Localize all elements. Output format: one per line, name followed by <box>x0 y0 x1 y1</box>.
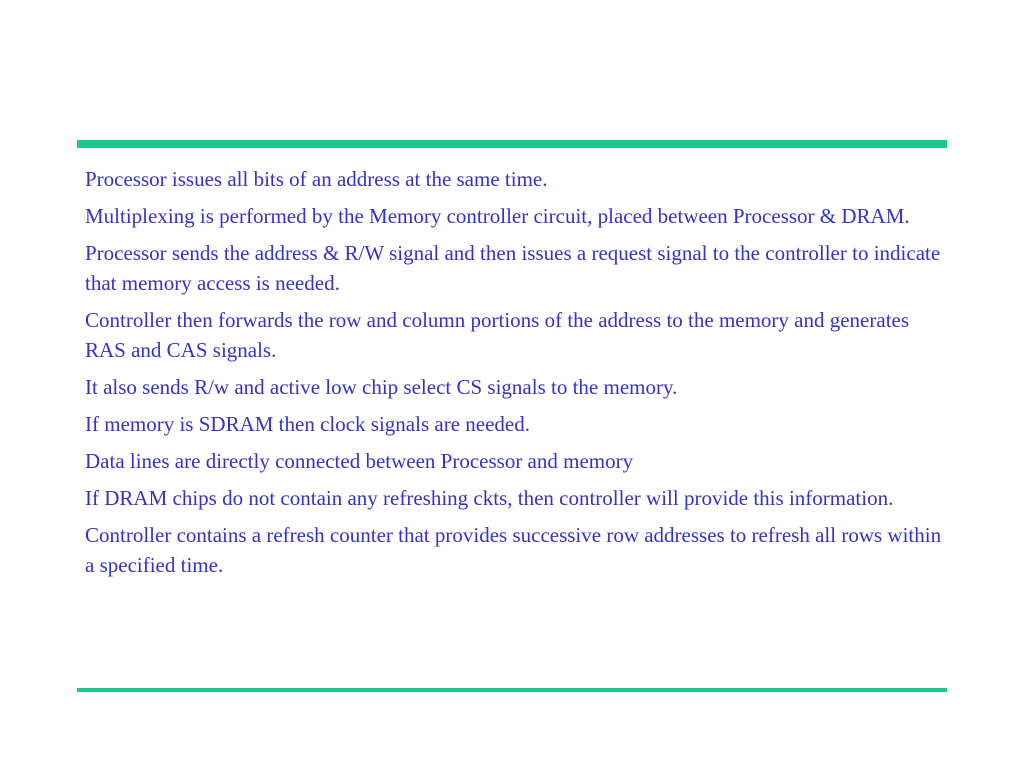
bullet-text: It also sends R/w and active low chip select CS signals to the memory. <box>85 375 678 399</box>
bottom-divider <box>77 688 947 692</box>
slide-body <box>85 164 947 587</box>
bullet-text: If DRAM chips do not contain any refreshing ckts, then controller will provide this information. <box>85 486 894 510</box>
bullet-text: If memory is SDRAM then clock signals are needed. <box>85 412 530 436</box>
bullet-text: Controller contains a refresh counter that provides successive row addresses to refresh all rows within a specified time. <box>85 523 942 577</box>
top-divider <box>77 140 947 148</box>
bullet-text: Multiplexing is performed by the Memory controller circuit, placed between Processor & DRAM. <box>85 204 910 228</box>
bullet-text: Processor issues all bits of an address at the same time. <box>85 167 548 191</box>
bullet-text: Processor sends the address & R/W signal and then issues a request signal to the controller to indicate that memory access is needed. <box>85 241 941 295</box>
bullet-text: Controller then forwards the row and column portions of the address to the memory and generates RAS and CAS signals. <box>85 308 910 362</box>
bullet-text: Data lines are directly connected between Processor and memory <box>85 449 634 473</box>
